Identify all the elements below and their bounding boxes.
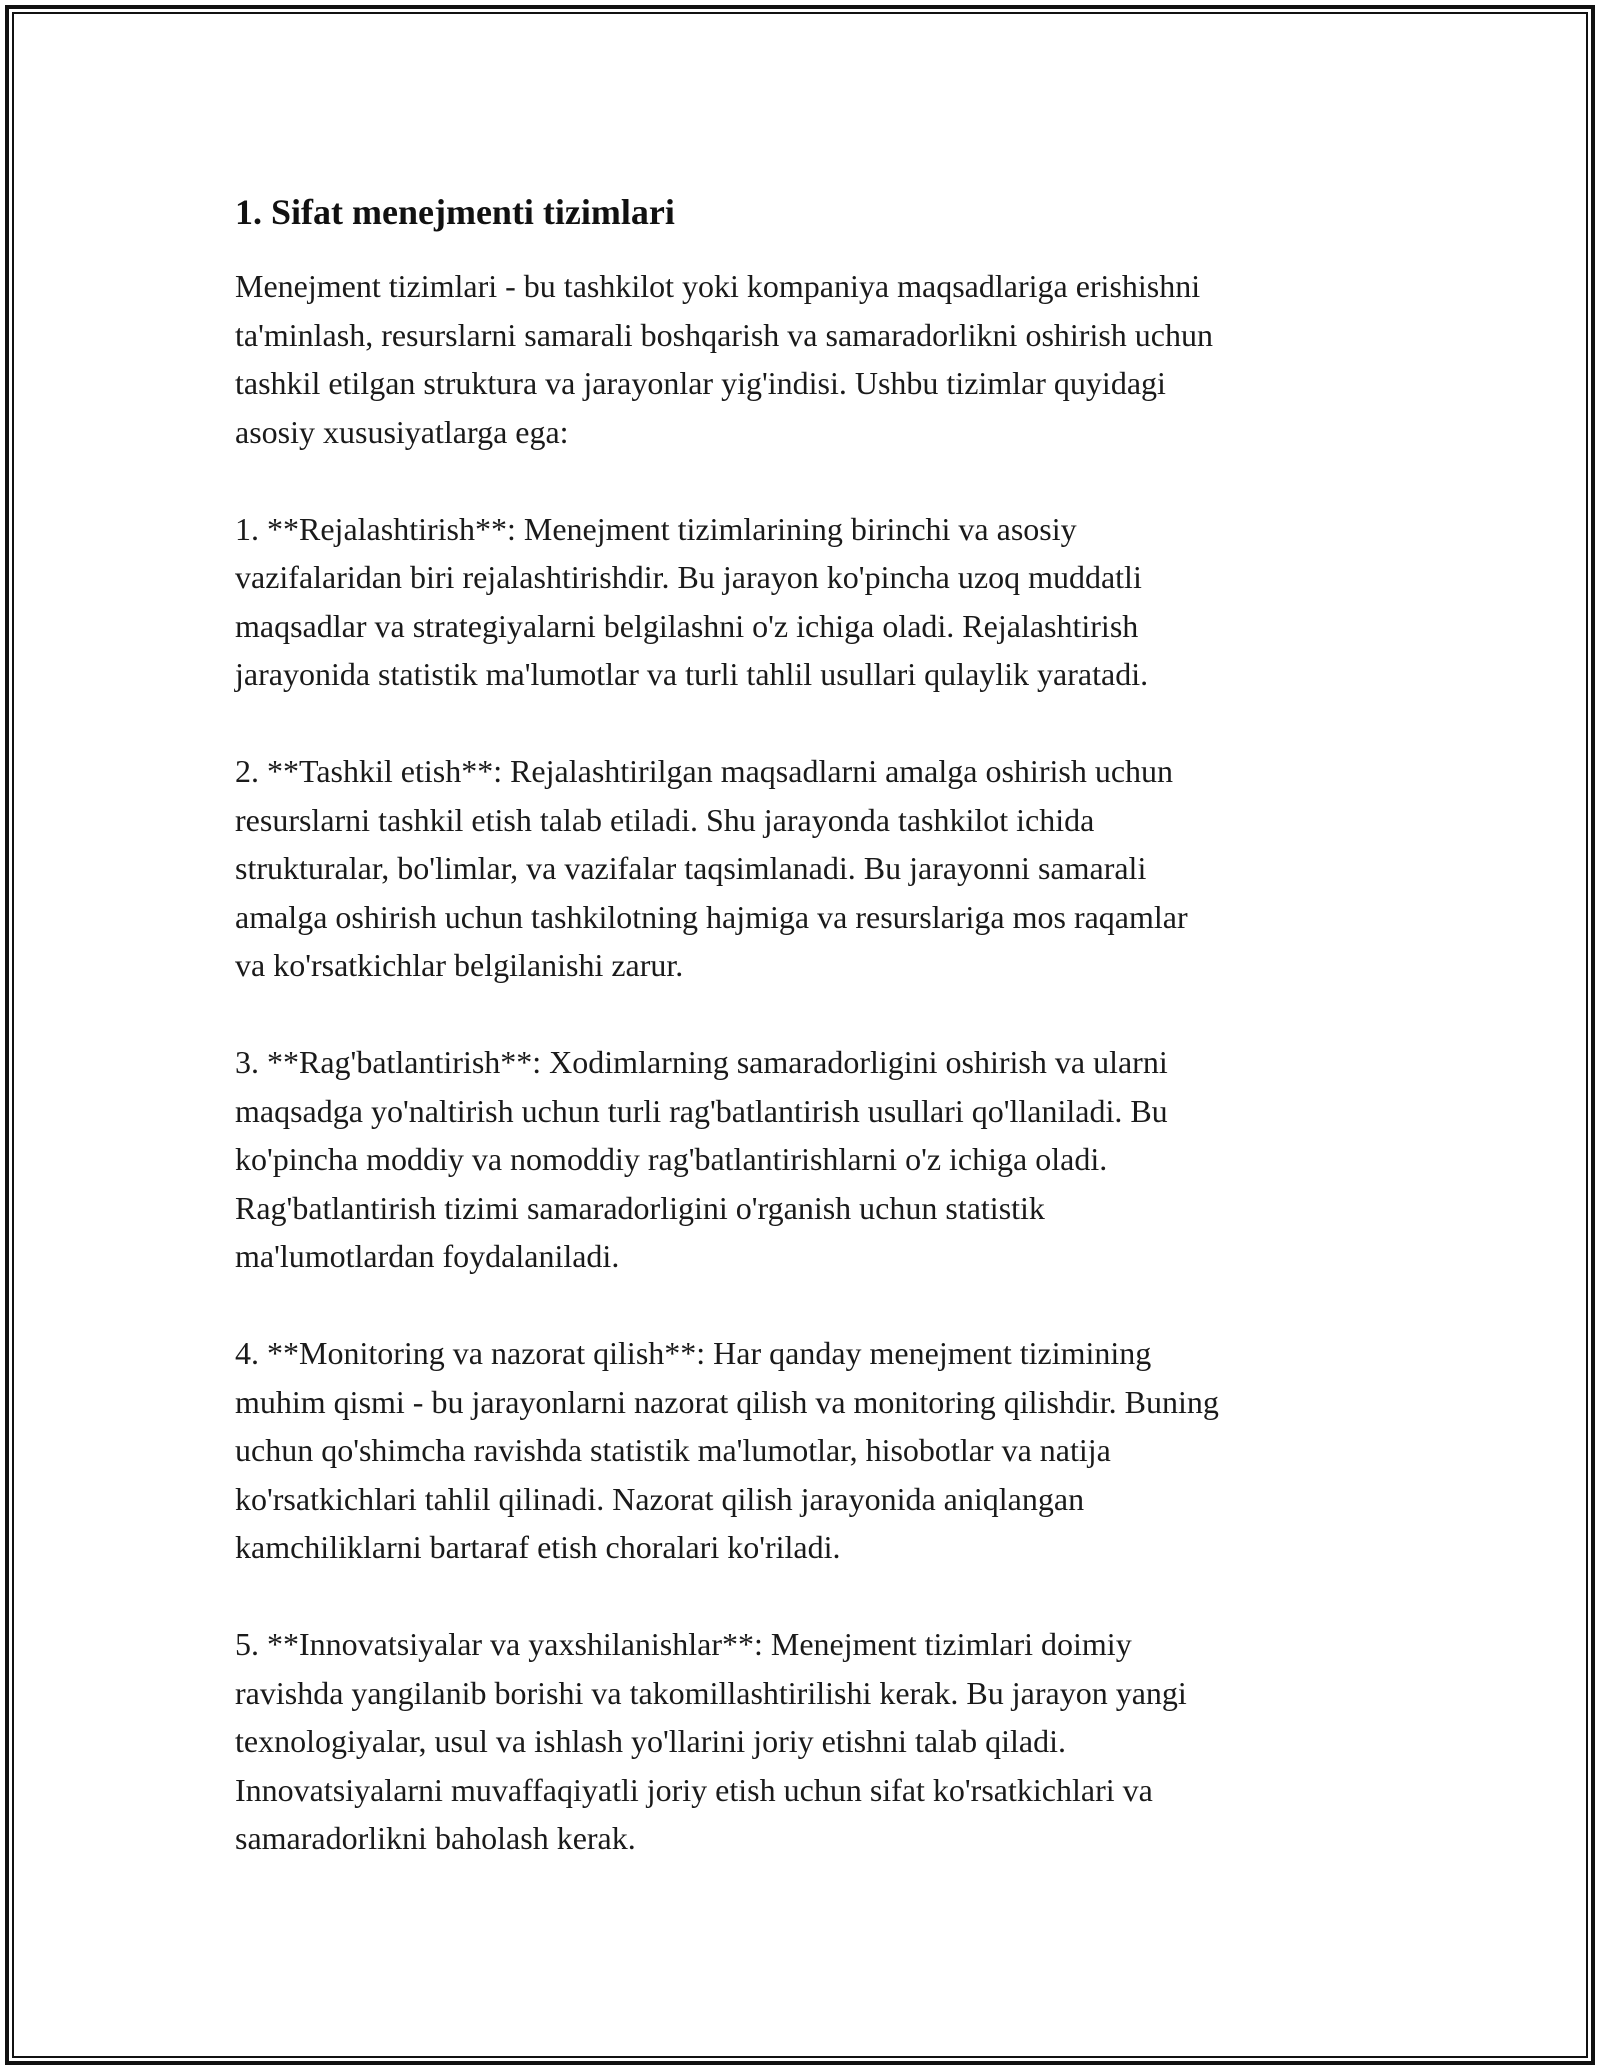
paragraph-list: [235, 262, 1365, 1863]
paragraph-line: texnologiyalar, usul va ishlash yo'llarini joriy etishni talab qiladi.: [235, 1723, 1066, 1759]
paragraph-line: vazifalaridan biri rejalashtirishdir. Bu jarayon ko'pincha uzoq muddatli: [235, 559, 1142, 595]
paragraph-line: tashkil etilgan struktura va jarayonlar yig'indisi. Ushbu tizimlar quyidagi: [235, 365, 1166, 401]
paragraph: [235, 747, 1365, 990]
paragraph-line: jarayonida statistik ma'lumotlar va turli tahlil usullari qulaylik yaratadi.: [235, 656, 1149, 692]
paragraph-line: muhim qismi - bu jarayonlarni nazorat qilish va monitoring qilishdir. Buning: [235, 1383, 1219, 1420]
document-title: 1. Sifat menejmenti tizimlari: [235, 192, 675, 232]
paragraph-line: ma'lumotlardan foydalaniladi.: [235, 1238, 620, 1274]
paragraph-line: ko'rsatkichlari tahlil qilinadi. Nazorat qilish jarayonida aniqlangan: [235, 1480, 1085, 1517]
paragraph-line: ravishda yangilanib borishi va takomillashtirilishi kerak. Bu jarayon yangi: [235, 1674, 1187, 1711]
paragraph-line: ta'minlash, resurslarni samarali boshqarish va samaradorlikni oshirish uchun: [235, 316, 1213, 353]
paragraph-line: strukturalar, bo'limlar, va vazifalar taqsimlanadi. Bu jarayonni samarali: [235, 850, 1147, 886]
paragraph-line: Rag'batlantirish tizimi samaradorligini o'rganish uchun statistik: [235, 1189, 1045, 1226]
paragraph-line: uchun qo'shimcha ravishda statistik ma'lumotlar, hisobotlar va natija: [235, 1432, 1111, 1468]
paragraph-line: 5. **Innovatsiyalar va yaxshilanishlar**: Menejment tizimlari doimiy: [235, 1626, 1132, 1662]
paragraph-line: 2. **Tashkil etish**: Rejalashtirilgan maqsadlarni amalga oshirish uchun: [235, 753, 1174, 789]
paragraph-line: 1. **Rejalashtirish**: Menejment tizimlarining birinchi va asosiy: [235, 510, 1077, 547]
paragraph-line: amalga oshirish uchun tashkilotning hajmiga va resurslariga mos raqamlar: [235, 898, 1188, 935]
paragraph-line: maqsadga yo'naltirish uchun turli rag'batlantirish usullari qo'llaniladi. Bu: [235, 1092, 1168, 1129]
paragraph-line: Menejment tizimlari - bu tashkilot yoki kompaniya maqsadlariga erishishni: [235, 268, 1201, 304]
paragraph: [235, 1038, 1365, 1281]
paragraph-line: asosiy xususiyatlarga ega:: [235, 413, 569, 450]
paragraph-line: Innovatsiyalarni muvaffaqiyatli joriy etish uchun sifat ko'rsatkichlari va: [235, 1771, 1153, 1808]
paragraph-line: samaradorlikni baholash kerak.: [235, 1820, 636, 1856]
paragraph-line: 3. **Rag'batlantirish**: Xodimlarning samaradorligini oshirish va ularni: [235, 1044, 1168, 1080]
paragraph-line: va ko'rsatkichlar belgilanishi zarur.: [235, 947, 684, 983]
paragraph-line: resurslarni tashkil etish talab etiladi. Shu jarayonda tashkilot ichida: [235, 801, 1095, 838]
document-body: [235, 188, 1365, 1911]
paragraph: [235, 1620, 1365, 1863]
paragraph-line: kamchiliklarni bartaraf etish choralari ko'riladi.: [235, 1529, 841, 1565]
paragraph: [235, 505, 1365, 699]
paragraph-line: ko'pincha moddiy va nomoddiy rag'batlantirishlarni o'z ichiga oladi.: [235, 1141, 1108, 1177]
paragraph: [235, 1329, 1365, 1572]
paragraph: [235, 262, 1365, 456]
paragraph-line: 4. **Monitoring va nazorat qilish**: Har qanday menejment tizimining: [235, 1335, 1152, 1371]
paragraph-line: maqsadlar va strategiyalarni belgilashni o'z ichiga oladi. Rejalashtirish: [235, 607, 1139, 644]
